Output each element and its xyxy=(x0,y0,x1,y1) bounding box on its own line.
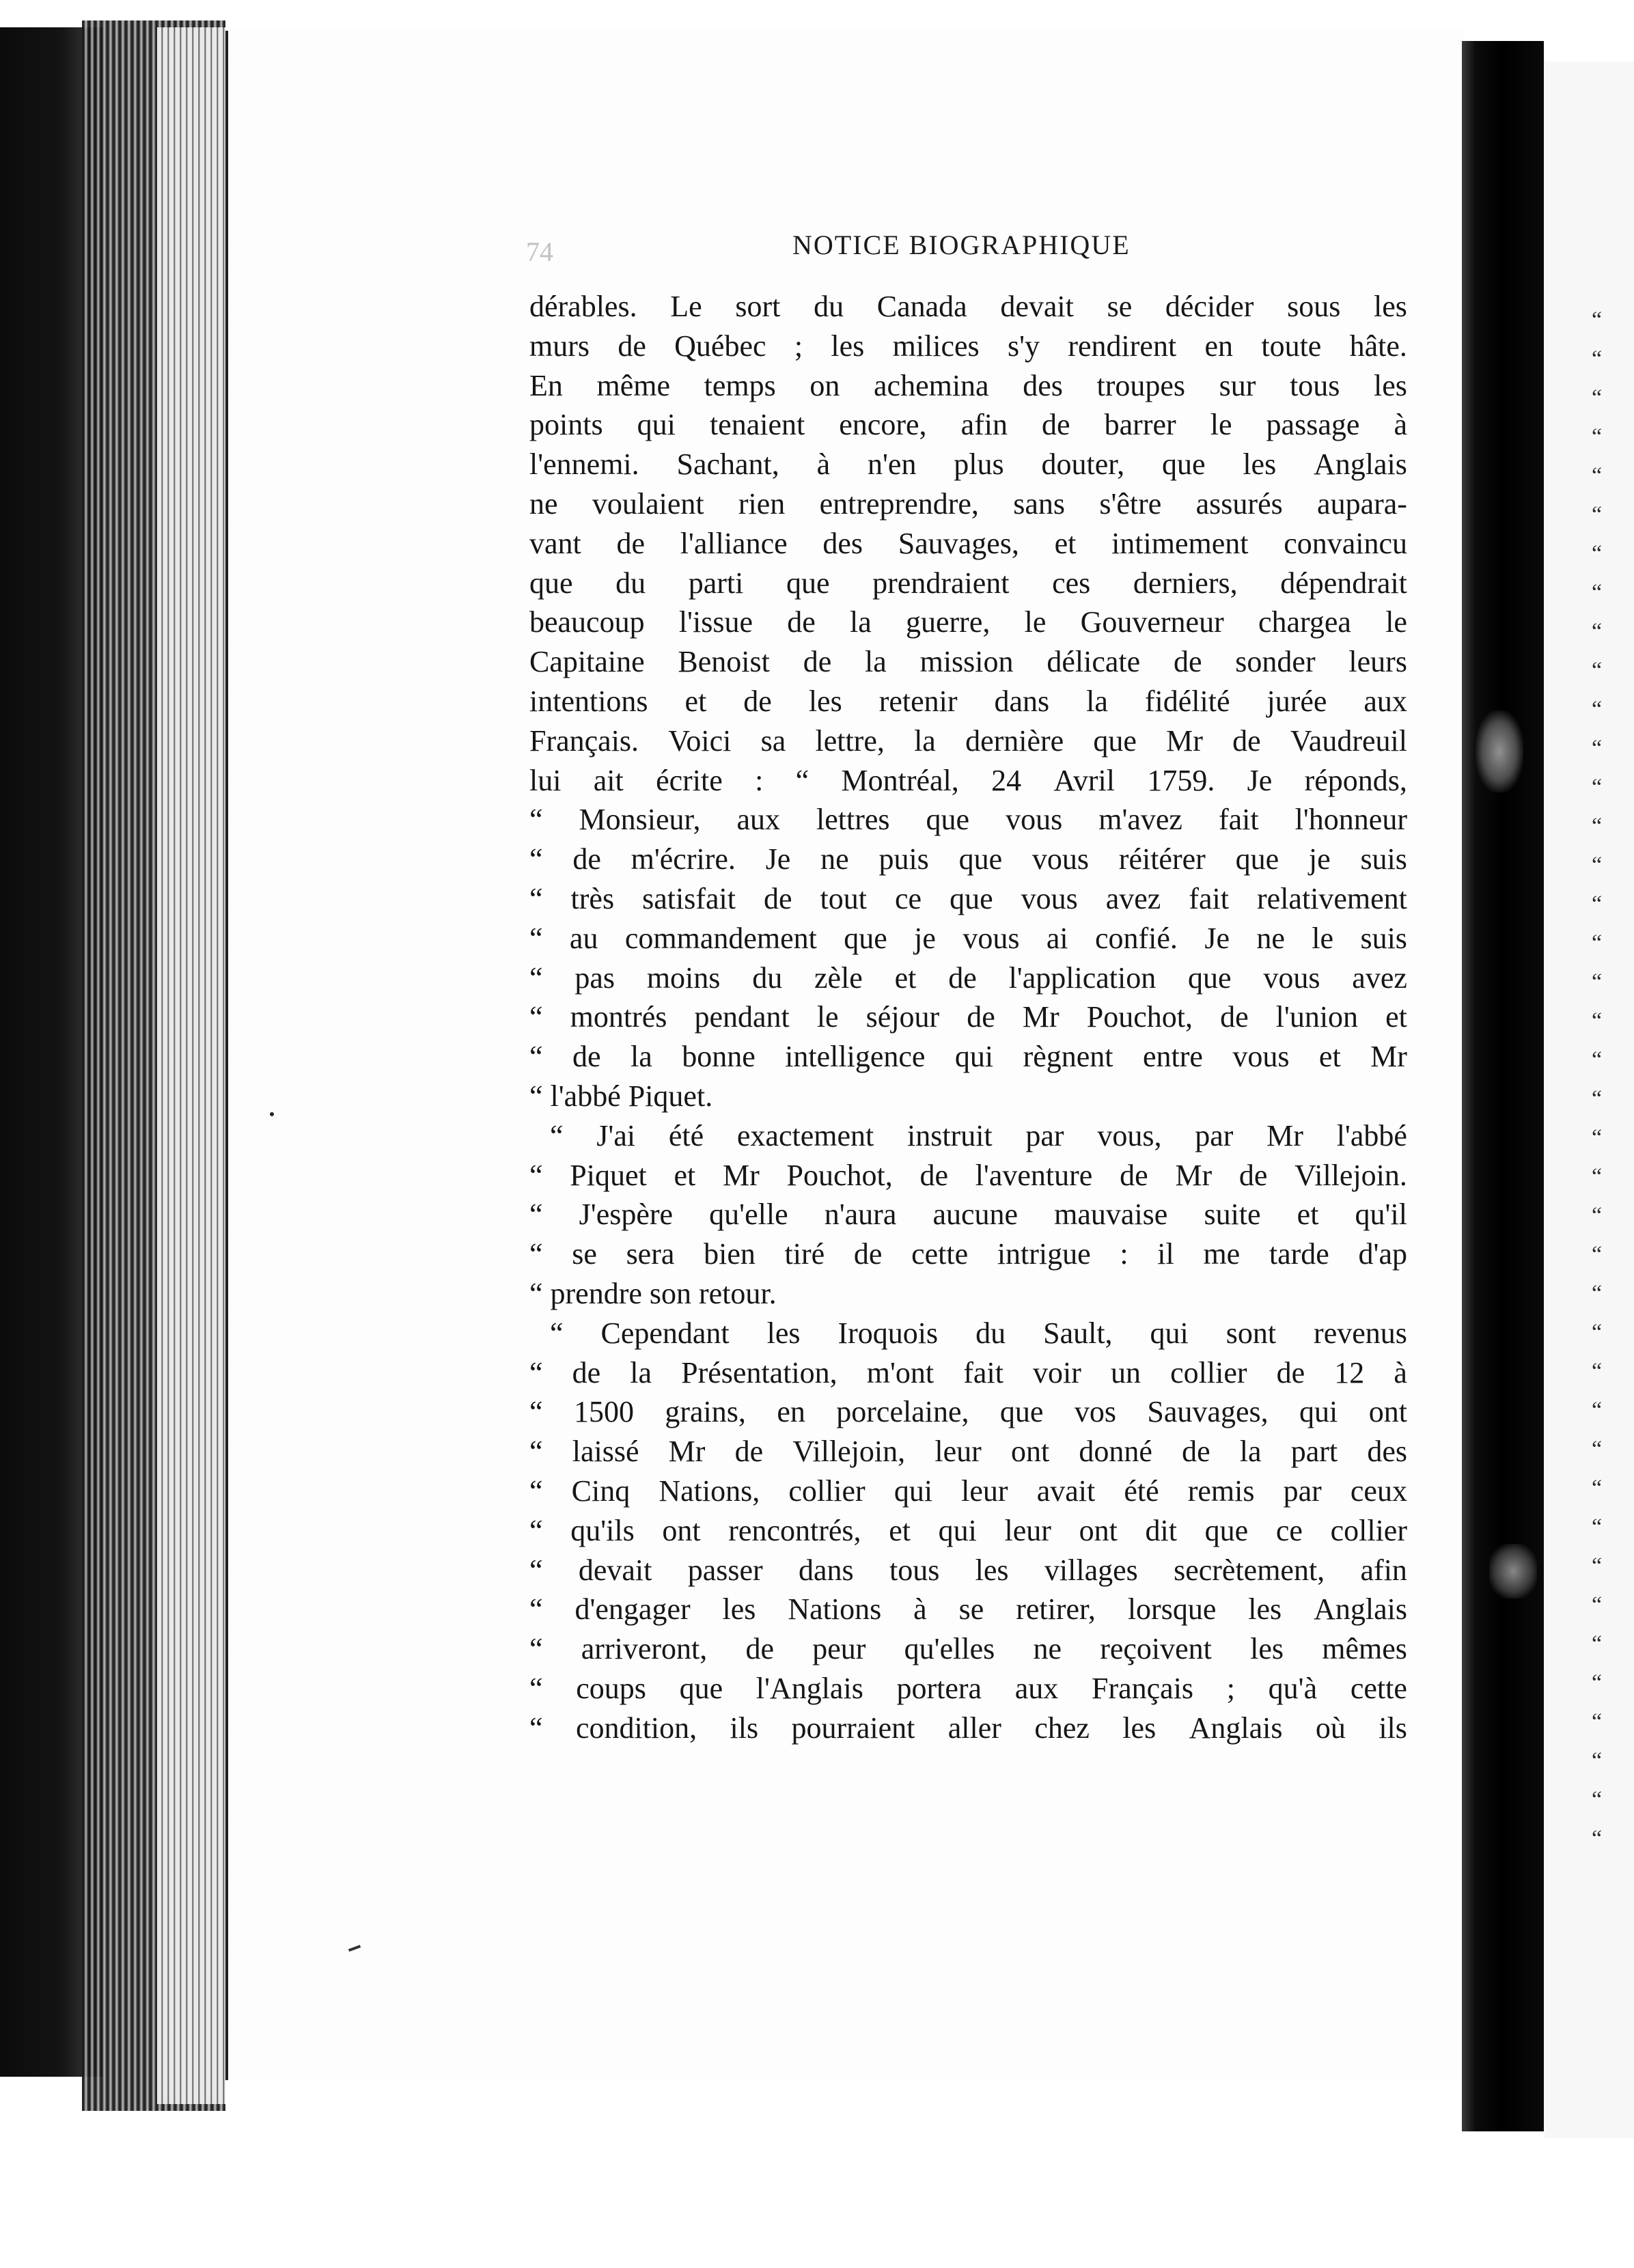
facing-page-quote-mark: “ xyxy=(1592,853,1603,878)
facing-page-quote-mark: “ xyxy=(1592,1047,1603,1073)
facing-page-quote-mark: “ xyxy=(1592,930,1603,956)
facing-page-quote-mark: “ xyxy=(1592,307,1603,333)
text-line: “ de m'écrire. Je ne puis que vous réitérer que je suis xyxy=(529,842,1407,876)
text-line: “ Cependant les Iroquois du Sault, qui sont revenus xyxy=(550,1316,1407,1350)
facing-page-quote-mark: “ xyxy=(1592,1553,1603,1579)
facing-page-quote-mark: “ xyxy=(1592,814,1603,839)
facing-page-quote-mark: “ xyxy=(1592,736,1603,761)
facing-page-quote-mark: “ xyxy=(1592,1242,1603,1267)
facing-page-quote-mark: “ xyxy=(1592,424,1603,450)
text-line: “ coups que l'Anglais portera aux Français ; qu'à cette xyxy=(529,1671,1407,1705)
text-line: “ devait passer dans tous les villages secrètement, afin xyxy=(529,1553,1407,1587)
page-edges-light xyxy=(157,27,225,2104)
text-line: l'ennemi. Sachant, à n'en plus douter, que les Anglais xyxy=(529,447,1407,482)
facing-page-quote-marks xyxy=(1592,301,1619,1872)
facing-page-quote-mark: “ xyxy=(1592,891,1603,917)
facing-page-quote-mark: “ xyxy=(1592,775,1603,800)
facing-page-quote-mark: “ xyxy=(1592,1203,1603,1228)
facing-page-quote-mark: “ xyxy=(1592,1086,1603,1111)
facing-page-quote-mark: “ xyxy=(1592,502,1603,527)
facing-page-quote-mark: “ xyxy=(1592,580,1603,605)
text-line: “ arriveront, de peur qu'elles ne reçoivent les mêmes xyxy=(529,1632,1407,1666)
facing-page-quote-mark: “ xyxy=(1592,385,1603,411)
text-line: “ prendre son retour. xyxy=(529,1276,777,1310)
text-line: En même temps on achemina des troupes sur tous les xyxy=(529,368,1407,402)
facing-page-quote-mark: “ xyxy=(1592,1164,1603,1189)
text-line: “ au commandement que je vous ai confié. Je ne le suis xyxy=(529,921,1407,955)
text-line: “ J'ai été exactement instruit par vous, par Mr l'abbé xyxy=(550,1118,1407,1152)
text-line: murs de Québec ; les milices s'y rendirent en toute hâte. xyxy=(529,329,1407,363)
text-line: “ de la Présentation, m'ont fait voir un collier de 12 à xyxy=(529,1355,1407,1389)
spine-speck xyxy=(1476,710,1523,792)
facing-page-quote-mark: “ xyxy=(1592,1748,1603,1773)
text-line: Capitaine Benoist de la mission délicate de sonder leurs xyxy=(529,645,1407,679)
facing-page-quote-mark: “ xyxy=(1592,1592,1603,1618)
spine-speck xyxy=(1489,1544,1537,1599)
facing-page-quote-mark: “ xyxy=(1592,1476,1603,1501)
text-line: “ J'espère qu'elle n'aura aucune mauvaise suite et qu'il xyxy=(529,1198,1407,1232)
text-line: “ d'engager les Nations à se retirer, lorsque les Anglais xyxy=(529,1592,1407,1627)
facing-page-quote-mark: “ xyxy=(1592,1320,1603,1345)
text-line: “ Monsieur, aux lettres que vous m'avez fait l'honneur xyxy=(529,803,1407,837)
text-line: Français. Voici sa lettre, la dernière que Mr de Vaudreuil xyxy=(529,723,1407,758)
facing-page-edge xyxy=(1544,61,1634,2138)
text-line: intentions et de les retenir dans la fidélité jurée aux xyxy=(529,684,1407,718)
text-line: “ Cinq Nations, collier qui leur avait été remis par ceux xyxy=(529,1474,1407,1508)
text-line: “ condition, ils pourraient aller chez les Anglais où ils xyxy=(529,1711,1407,1745)
scan-speck xyxy=(270,1112,274,1116)
text-line: “ 1500 grains, en porcelaine, que vos Sauvages, qui ont xyxy=(529,1395,1407,1429)
facing-page-quote-mark: “ xyxy=(1592,1398,1603,1423)
facing-page-quote-mark: “ xyxy=(1592,1787,1603,1812)
facing-page-quote-mark: “ xyxy=(1592,463,1603,488)
facing-page-quote-mark: “ xyxy=(1592,346,1603,372)
text-line: que du parti que prendraient ces derniers, dépendrait xyxy=(529,566,1407,600)
facing-page-quote-mark: “ xyxy=(1592,1631,1603,1657)
text-line: “ de la bonne intelligence qui règnent entre vous et Mr xyxy=(529,1040,1407,1074)
facing-page-quote-mark: “ xyxy=(1592,1437,1603,1462)
text-line: lui ait écrite : “ Montréal, 24 Avril 1759. Je réponds, xyxy=(529,763,1407,797)
text-line: dérables. Le sort du Canada devait se décider sous les xyxy=(529,290,1407,323)
facing-page-quote-mark: “ xyxy=(1592,697,1603,722)
facing-page-quote-mark: “ xyxy=(1592,969,1603,995)
text-line: points qui tenaient encore, afin de barrer le passage à xyxy=(529,408,1407,442)
facing-page-quote-mark: “ xyxy=(1592,1281,1603,1306)
text-line: vant de l'alliance des Sauvages, et intimement convaincu xyxy=(529,526,1407,560)
text-line: ne voulaient rien entreprendre, sans s'être assurés aupara- xyxy=(529,486,1407,521)
text-line: “ pas moins du zèle et de l'application que vous avez xyxy=(529,960,1407,995)
facing-page-quote-mark: “ xyxy=(1592,541,1603,566)
facing-page-quote-mark: “ xyxy=(1592,1826,1603,1851)
text-line: “ montrés pendant le séjour de Mr Pouchot, de l'union et xyxy=(529,1000,1407,1034)
facing-page-quote-mark: “ xyxy=(1592,1670,1603,1696)
text-line: “ qu'ils ont rencontrés, et qui leur ont dit que ce collier xyxy=(529,1513,1407,1547)
facing-page-quote-mark: “ xyxy=(1592,1709,1603,1734)
text-line: “ l'abbé Piquet. xyxy=(529,1079,713,1113)
facing-page-quote-mark: “ xyxy=(1592,619,1603,644)
facing-page-quote-mark: “ xyxy=(1592,1515,1603,1540)
text-line: “ très satisfait de tout ce que vous avez fait relativement xyxy=(529,881,1407,915)
facing-page-quote-mark: “ xyxy=(1592,1359,1603,1384)
facing-page-quote-mark: “ xyxy=(1592,1008,1603,1034)
text-line: “ laissé Mr de Villejoin, leur ont donné de la part des xyxy=(529,1435,1407,1469)
facing-page-quote-mark: “ xyxy=(1592,1125,1603,1150)
body-text xyxy=(529,287,1407,1747)
page-number: 74 xyxy=(526,236,553,267)
running-head: NOTICE BIOGRAPHIQUE xyxy=(792,230,1131,260)
facing-page-quote-mark: “ xyxy=(1592,658,1603,683)
text-line: beaucoup l'issue de la guerre, le Gouverneur chargea le xyxy=(529,605,1407,639)
text-line: “ se sera bien tiré de cette intrigue : il me tarde d'ap xyxy=(529,1237,1407,1271)
book-spine xyxy=(1462,41,1544,2131)
text-line: “ Piquet et Mr Pouchot, de l'aventure de Mr de Villejoin. xyxy=(529,1158,1407,1192)
